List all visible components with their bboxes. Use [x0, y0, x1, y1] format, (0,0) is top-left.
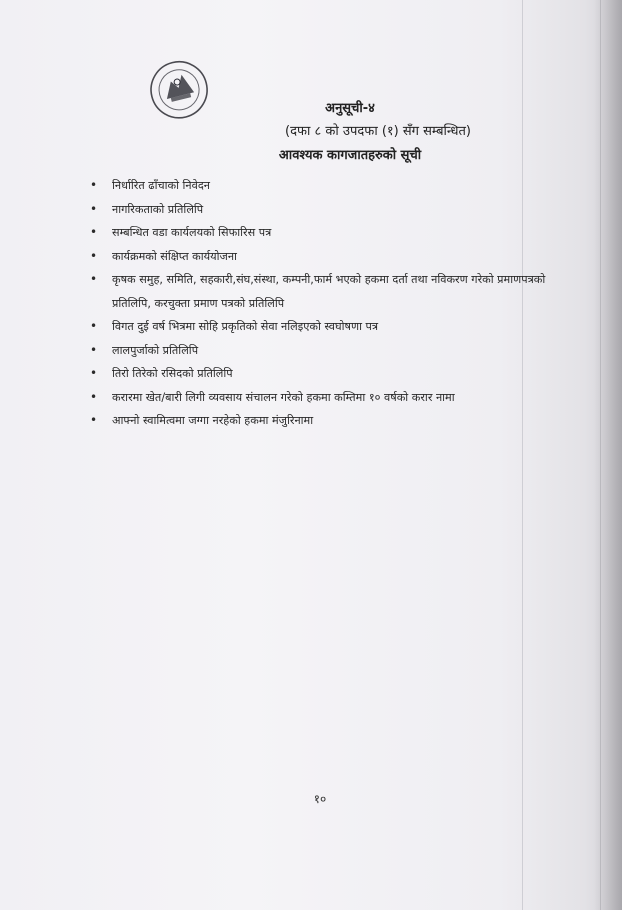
list-item-text: कार्यक्रमको संक्षिप्त कार्ययोजना — [112, 249, 237, 263]
list-item-text: आफ्नो स्वामित्वमा जग्गा नरहेको हकमा मंजुरिनामा — [112, 414, 314, 427]
list-item-text: तिरो तिरेको रसिदको प्रतिलिपि — [112, 367, 233, 380]
list-item-text: निर्धारित ढाँचाको निवेदन — [112, 179, 211, 192]
list-item — [90, 409, 560, 433]
list-item-text: नागरिकताको प्रतिलिपि — [112, 202, 204, 216]
list-item — [90, 268, 560, 315]
page-number: १० — [313, 792, 327, 806]
annex-title: अनुसूची-४ — [325, 101, 375, 116]
list-item — [90, 174, 560, 198]
bullet-icon: • — [90, 413, 98, 427]
list-item-text: सम्बन्धित वडा कार्यलयको सिफारिस पत्र — [112, 226, 272, 239]
list-item — [90, 339, 560, 363]
bullet-icon: • — [90, 342, 98, 357]
list-item-text: कृषक समुह, समिति, सहकारी,संघ,संस्था, कम्पनी,फार्म भएको हकमा दर्ता तथा नविकरण गरेको प्रमाणपत्रको प्रतिलिपि, करचुक्ता प्रमाण पत्रको प्रतिलिपि — [112, 273, 546, 310]
list-title: आवश्यक कागजातहरुको सूची — [278, 148, 422, 163]
required-documents-list — [90, 174, 560, 433]
bullet-icon: • — [90, 248, 98, 263]
list-item-text: विगत दुई वर्ष भित्रमा सोहि प्रकृतिको सेवा नलिइएको स्वघोषणा पत्र — [112, 320, 379, 333]
list-item — [90, 198, 560, 222]
bullet-icon: • — [90, 272, 98, 286]
bullet-icon: • — [90, 319, 98, 333]
bullet-icon: • — [90, 225, 98, 239]
list-item — [90, 386, 560, 410]
list-item — [90, 245, 560, 269]
bullet-icon: • — [90, 389, 98, 404]
bullet-icon: • — [90, 201, 98, 216]
list-item — [90, 221, 560, 245]
list-item — [90, 362, 560, 386]
annex-reference: (दफा ८ को उपदफा (१) सँग सम्बन्धित) — [285, 124, 471, 139]
bullet-icon: • — [90, 178, 98, 192]
list-item-text: करारमा खेत/बारी लिगी व्यवसाय संचालन गरेको हकमा कम्तिमा १० वर्षको करार नामा — [112, 390, 455, 404]
bullet-icon: • — [90, 366, 98, 380]
list-item — [90, 315, 560, 339]
page-edge-shadow — [594, 0, 622, 910]
list-item-text: लालपुर्जाको प्रतिलिपि — [112, 343, 199, 357]
